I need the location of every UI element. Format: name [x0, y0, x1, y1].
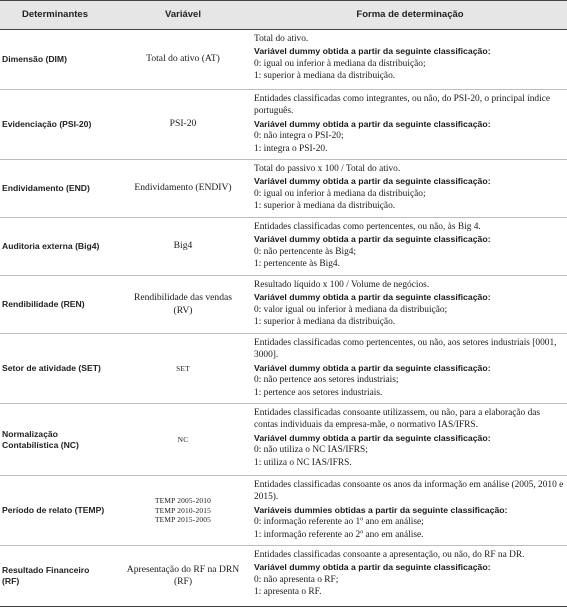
determinante-cell: Dimensão (DIM) — [2, 54, 67, 65]
variavel-line: Apresentação do RF na DRN — [126, 563, 240, 575]
forma-cell — [254, 407, 566, 469]
variavel-line: PSI-20 — [169, 118, 197, 130]
forma-cell — [254, 337, 566, 399]
forma-line: Variável dummy obtida a partir da seguinte classificação: — [254, 362, 491, 373]
forma-line: Variável dummy obtida a partir da seguinte classificação: — [254, 432, 491, 443]
forma-line: Variável dummy obtida a partir da seguinte classificação: — [254, 292, 491, 303]
forma-cell — [254, 93, 566, 155]
forma-line: 1: integra o PSI-20. — [254, 143, 328, 154]
variavel-line: (RV) — [173, 304, 193, 316]
forma-cell — [254, 221, 566, 271]
variavel-cell — [110, 276, 256, 333]
forma-line: 0: não pertencente às Big4; — [254, 246, 357, 257]
forma-line: Entidades classificadas consoante os anos da informação em análise (2005, 2010 e 2015). — [254, 480, 564, 503]
variavel-cell — [110, 334, 256, 403]
forma-line: 1: apresenta o RF. — [254, 587, 322, 598]
determinante-cell: Rendibilidade (REN) — [2, 299, 85, 310]
forma-cell — [254, 163, 566, 213]
forma-line: 1: superior à mediana da distribuição. — [254, 317, 396, 328]
variavel-line: TEMP 2005-2010 — [154, 496, 212, 506]
forma-line: 0: igual ou inferior à mediana da distribuição; — [254, 58, 426, 69]
header-forma-de-determinacao: Forma de determinação — [356, 9, 464, 20]
forma-line: 0: não integra o PSI-20; — [254, 131, 344, 142]
forma-line: 1: pertence aos setores industriais. — [254, 387, 383, 398]
forma-line: Variável dummy obtida a partir da seguinte classificação: — [254, 234, 491, 245]
forma-line: Entidades classificadas como pertencentes, ou não, às Big 4. — [254, 222, 481, 232]
forma-line: 0: não pertence aos setores industriais; — [254, 375, 399, 386]
table-row — [0, 90, 567, 160]
table-row — [0, 276, 567, 334]
variavel-cell — [110, 90, 256, 159]
forma-line: 0: informação referente ao 1º ano em análise; — [254, 517, 424, 528]
table-row — [0, 218, 567, 276]
forma-line: Entidades classificadas consoante a apresentação, ou não, do RF na DR. — [254, 550, 525, 560]
forma-line: 1: informação referente ao 2º ano em análise. — [254, 529, 424, 540]
forma-line: 0: não utiliza o NC IAS/IFRS; — [254, 445, 368, 456]
variavel-line: Endividamento (ENDIV) — [134, 182, 232, 194]
variavel-cell — [110, 160, 256, 217]
variavel-line: TEMP 2010-2015 — [154, 505, 212, 515]
table-row — [0, 404, 567, 476]
variavel-line: NC — [177, 434, 189, 444]
forma-line: 1: superior à mediana da distribuição. — [254, 201, 396, 212]
forma-line: Entidades classificadas como pertencentes, ou não, aos setores industriais [0001, 3000]. — [254, 338, 557, 361]
table-row — [0, 334, 567, 404]
forma-line: Total do ativo. — [254, 34, 309, 44]
variavel-cell — [110, 546, 256, 606]
determinante-cell: Evidenciação (PSI-20) — [2, 119, 92, 130]
forma-line: 0: valor igual ou inferior à mediana da distribuição; — [254, 304, 448, 315]
table-row — [0, 476, 567, 546]
variavel-line: SET — [176, 363, 190, 373]
variavel-cell — [110, 30, 256, 89]
forma-line: 1: superior à mediana da distribuição. — [254, 71, 396, 82]
forma-cell — [254, 279, 566, 329]
determinante-cell: Endividamento (END) — [2, 183, 90, 194]
forma-line: Variáveis dummies obtidas a partir da seguinte classificação: — [254, 504, 508, 515]
variavel-line: Big4 — [173, 240, 193, 252]
forma-line: Variável dummy obtida a partir da seguinte classificação: — [254, 562, 491, 573]
forma-line: 1: pertencente às Big4. — [254, 259, 340, 270]
forma-line: 0: não apresenta o RF; — [254, 574, 339, 585]
forma-line: Entidades classificadas como integrantes, ou não, do PSI-20, o principal índice português. — [254, 94, 551, 117]
forma-line: Total do passivo x 100 / Total do ativo. — [254, 164, 401, 174]
variavel-line: Total do ativo (AT) — [146, 53, 220, 65]
forma-cell — [254, 33, 566, 83]
determinante-cell: Normalização Contabilística (NC) — [2, 428, 79, 450]
determinante-cell: Período de relato (TEMP) — [2, 505, 105, 516]
forma-line: Resultado líquido x 100 / Volume de negócios. — [254, 280, 430, 290]
variavel-cell — [110, 476, 256, 545]
forma-line: Variável dummy obtida a partir da seguinte classificação: — [254, 176, 491, 187]
forma-line: 0: igual ou inferior à mediana da distribuição; — [254, 188, 426, 199]
variavel-line: (RF) — [173, 576, 193, 587]
table-row — [0, 546, 567, 607]
table-header — [0, 0, 567, 30]
variavel-line: TEMP 2015-2005 — [154, 515, 212, 525]
determinante-cell: Setor de atividade (SET) — [2, 363, 101, 374]
table-row — [0, 160, 567, 218]
variavel-cell — [110, 218, 256, 275]
header-variavel: Variável — [165, 9, 201, 20]
forma-cell — [254, 479, 566, 541]
forma-line: 1: utiliza o NC IAS/IFRS. — [254, 457, 352, 468]
forma-line: Entidades classificadas consoante utilizassem, ou não, para a elaboração das contas individuais da empresa-mãe, o normativo IAS/IFRS. — [254, 408, 541, 431]
header-determinantes: Determinantes — [22, 9, 88, 20]
determinante-cell: Auditoria externa (Big4) — [2, 241, 100, 252]
variavel-line: Rendibilidade das vendas — [133, 292, 233, 304]
table-row — [0, 30, 567, 90]
determinante-cell: Resultado Financeiro (RF) — [2, 565, 90, 586]
forma-line: Variável dummy obtida a partir da seguinte classificação: — [254, 118, 491, 129]
forma-line: Variável dummy obtida a partir da seguinte classificação: — [254, 46, 491, 57]
forma-cell — [254, 549, 566, 599]
variavel-cell — [110, 404, 256, 475]
